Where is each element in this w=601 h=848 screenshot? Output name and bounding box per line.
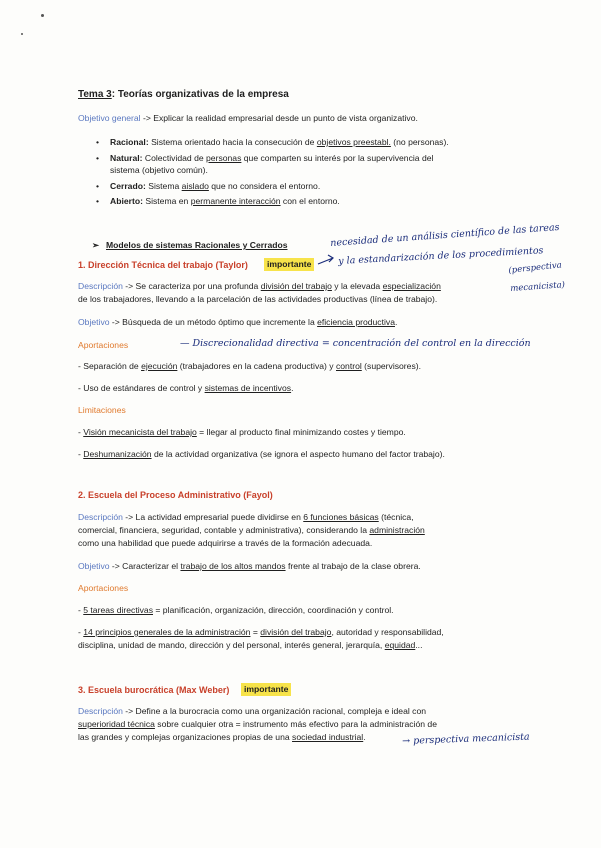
- limitaciones-label: Limitaciones: [78, 405, 126, 415]
- paragraph: comercial, financiera, seguridad, contable y administrativa), considerando la administración: [78, 525, 425, 535]
- paragraph: como una habilidad que puede adquirirse a través de la formación adecuada.: [78, 538, 373, 548]
- handwritten-note: necesidad de un análisis científico de las tareas: [330, 221, 560, 249]
- paragraph: superioridad técnica sobre cualquier otra = instrumento más efectivo para la administración de: [78, 719, 437, 729]
- aportaciones-label: Aportaciones: [78, 583, 129, 593]
- paragraph: - Separación de ejecución (trabajadores en la cadena productiva) y control (supervisores).: [78, 361, 421, 371]
- paragraph: Objetivo -> Búsqueda de un método óptimo que incremente la eficiencia productiva.: [78, 317, 398, 327]
- list-item-continuation: sistema (objetivo común).: [110, 165, 208, 175]
- paragraph: - Visión mecanicista del trabajo = llegar al producto final minimizando costes y tiempo.: [78, 427, 406, 437]
- list-item: • Cerrado: Sistema aislado que no considera el entorno.: [96, 181, 321, 191]
- handwritten-arrow-icon: [316, 250, 336, 270]
- arrow-bullet-icon: ➢: [92, 240, 100, 250]
- section-title-taylor: 1. Dirección Técnica del trabajo (Taylor): [78, 260, 248, 270]
- handwritten-note: (perspectiva: [508, 260, 563, 276]
- paragraph: Descripción -> La actividad empresarial puede dividirse en 6 funciones básicas (técnica,: [78, 512, 414, 522]
- importance-badge: importante: [241, 683, 291, 696]
- paragraph: disciplina, unidad de mando, dirección y del personal, interés general, jerarquía, equidad...: [78, 640, 423, 650]
- objetivo-general: Objetivo general -> Explicar la realidad empresarial desde un punto de vista organizativo.: [78, 113, 418, 123]
- section-title-fayol: 2. Escuela del Proceso Administrativo (Fayol): [78, 490, 273, 500]
- stray-mark: [41, 14, 44, 17]
- paragraph: Descripción -> Define a la burocracia como una organización racional, compleja e ideal con: [78, 706, 427, 716]
- paragraph: - 14 principios generales de la administración = división del trabajo, autoridad y responsabilidad,: [78, 627, 444, 637]
- section-title-weber: 3. Escuela burocrática (Max Weber): [78, 685, 230, 695]
- importance-badge: importante: [264, 258, 314, 271]
- paragraph: - Uso de estándares de control y sistemas de incentivos.: [78, 383, 294, 393]
- list-item: • Abierto: Sistema en permanente interacción con el entorno.: [96, 196, 340, 206]
- handwritten-note: y la estandarización de los procedimientos: [338, 245, 544, 267]
- section-heading: ➢ Modelos de sistemas Racionales y Cerrados: [92, 240, 288, 250]
- handwritten-note: → perspectiva mecanicista: [402, 731, 530, 747]
- paragraph: - Deshumanización de la actividad organizativa (se ignora el aspecto humano del factor trabajo).: [78, 449, 445, 459]
- paragraph: las grandes y complejas organizaciones propias de una sociedad industrial.: [78, 732, 366, 742]
- list-item: • Racional: Sistema orientado hacia la consecución de objetivos preestabl. (no personas).: [96, 137, 449, 147]
- aportaciones-label: Aportaciones: [78, 340, 129, 350]
- paragraph: - 5 tareas directivas = planificación, organización, dirección, coordinación y control.: [78, 605, 394, 615]
- paragraph: de los trabajadores, llevando a la parcelación de las actividades productivas (línea de trabajo).: [78, 294, 438, 304]
- stray-mark: [21, 33, 23, 35]
- paragraph: Descripción -> Se caracteriza por una profunda división del trabajo y la elevada especialización: [78, 281, 441, 291]
- handwritten-note: — Discrecionalidad directiva = concentración del control en la dirección: [180, 338, 531, 349]
- page-title: Tema 3: Teorías organizativas de la empresa: [78, 89, 289, 100]
- list-item: • Natural: Colectividad de personas que comparten su interés por la supervivencia del: [96, 153, 434, 163]
- paragraph: Objetivo -> Caracterizar el trabajo de los altos mandos frente al trabajo de la clase obrera.: [78, 561, 421, 571]
- handwritten-note: mecanicista): [510, 280, 566, 294]
